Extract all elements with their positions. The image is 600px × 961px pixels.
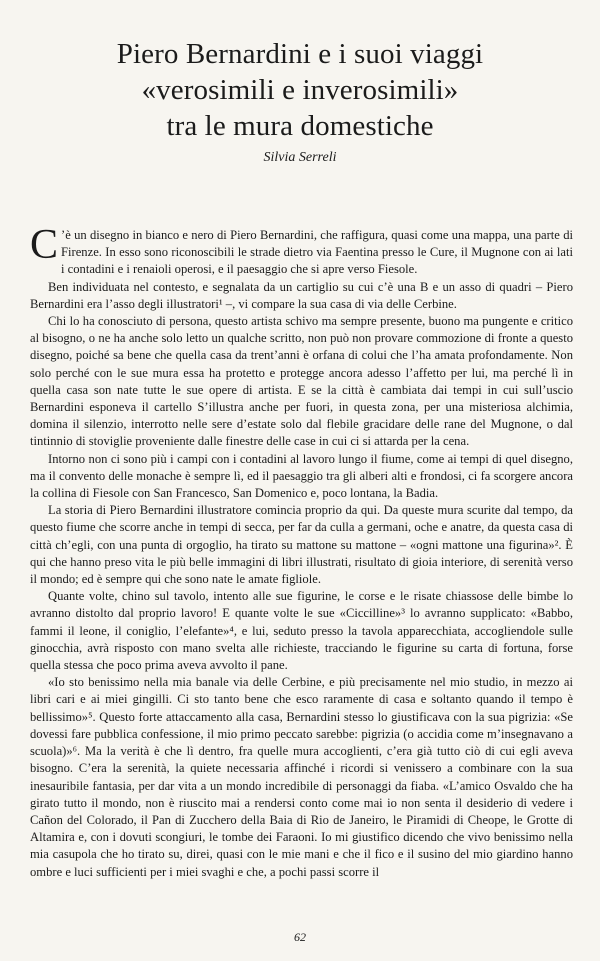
author-name: Silvia Serreli [263,150,337,165]
paragraph-7: «Io sto benissimo nella mia banale via delle Cerbine, e più precisamente nel mio studio, in mezzo ai libri cari e ai miei gingilli. Ci sto tanto bene che esco raramente di casa e soltanto quando il tempo è bellissimo»⁵. Questo forte attaccamento alla casa, Bernardini stesso lo giustificava con la sua pigrizia: «Se dovessi fare pubblica confessione, il mio primo peccato sarebbe: pigrizia (o accidia come m’insegnavano a scuola)»⁶. Ma la verità è che lì dentro, fra quelle mura accoglienti, c’era già tutto ciò di cui egli aveva bisogno. C’era la serenità, la quiete necessaria affinché i ricordi si venissero a combinare con la sua inesauribile fantasia, per dar vita a un mondo incredibile di personaggi da fiaba. «L’amico Osvaldo che ha girato tutto il mondo, non è riuscito mai a rendersi conto come mai io non senta il desiderio di vedere i Cañon del Colorado, il Pan di Zucchero della Baia di Rio de Janeiro, le Piramidi di Cheope, le Grotte di Altamira e, con i dovuti scongiuri, le tombe dei Faraoni. Io mi giustifico dicendo che vivo benissimo nella mia casupola che ho tirato su, direi, quasi con le mie mani e che il fico e il susino del mio giardino hanno ombre e luci sufficienti per i miei svaghi e che, a pochi passi scorre il [30,675,573,879]
paragraph-6: Quante volte, chino sul tavolo, intento alle sue figurine, le corse e le risate chiassose delle bimbe lo avranno distolto dal proprio lavoro! E quante volte le sue «Ciccilline»³ lo avranno supplicato: «Babbo, fammi il leone, il coniglio, l’elefante»⁴, e lui, seduto presso la tavola apparecchiata, accogliendole sulle ginocchia, avrà risposto con mano svelta alle richieste, tracciando le figurine su carta di fortuna, forse quella stessa che poco prima aveva avvolto il pane. [30,589,573,673]
paragraph-5: La storia di Piero Bernardini illustratore comincia proprio da qui. Da queste mura scurite dal tempo, da questo fiume che scorre anche in tempi di secca, per far da culla a germani, oche e anatre, da questa casa di città ch’egli, con una punta di orgoglio, ha tirato su mattone su mattone – «ogni mattone una figurina»². È qui che hanno preso vita le più belle immagini di libri illustrati, risultato di gioia interiore, di serenità verso il mondo; ed è sempre qui che sono nate le amate figliole. [30,503,573,587]
title-line-1: Piero Bernardini e i suoi viaggi [116,38,484,70]
title-line-2: «verosimili e inverosimili» [141,74,459,106]
title-line-3: tra le mura domestiche [166,110,434,142]
paragraph-1 [30,222,573,279]
paragraph-4: Intorno non ci sono più i campi con i contadini al lavoro lungo il fiume, come ai tempi di quel disegno, ma il convento delle monache è sempre lì, ed il paesaggio tra gli alberi alti e frondosi, ci fa scorgere ancora la collina di Fiesole con San Francesco, San Domenico e, poco lontana, la Badia. [30,451,573,501]
drop-cap: C [30,222,59,268]
article-title [40,36,560,144]
article-body [30,222,573,881]
paragraph-3: Chi lo ha conosciuto di persona, questo artista schivo ma sempre presente, buono ma pungente e critico al bisogno, o ne ha anche solo letto un qualche scritto, non può non provare commozione di fronte a questo disegno, poiché sa bene che quella casa da trent’anni è orfana di colui che l’ha amata profondamente. Non solo perché con le sue mura essa ha protetto e protegge ancora adesso l’affetto per lui, ma perché lì in quella casa son nate tutte le sue opere di artista. E se la città è cambiata dai tempi in cui sull’uscio Bernardini esponeva il cartello S’illustra anche per fuori, in questa zona, per una misteriosa alchimia, domina il silenzio, interrotto nelle sere d’estate solo dal flebile gracidare delle rane del Mugnone, o dal tintinnio di stoviglie proveniente dalle finestre delle case in cui ci si attarda per la cena. [30,314,573,449]
paragraph-2: Ben individuata nel contesto, e segnalata da un cartiglio su cui c’è una B e un asso di quadri – Piero Bernardini era l’asso degli illustratori¹ –, vi compare la sua casa di via delle Cerbine. [30,279,573,311]
page-number: 62 [294,930,306,944]
paragraph-1-text: ’è un disegno in bianco e nero di Piero Bernardini, che raffigura, quasi come una mappa, una parte di Firenze. In esso sono riconoscibili le strade dietro via Faentina presso le Cure, il Mugnone con ai lati i contadini e i renaioli operosi, e il paesaggio che si apre verso Fiesole. [61,228,573,277]
